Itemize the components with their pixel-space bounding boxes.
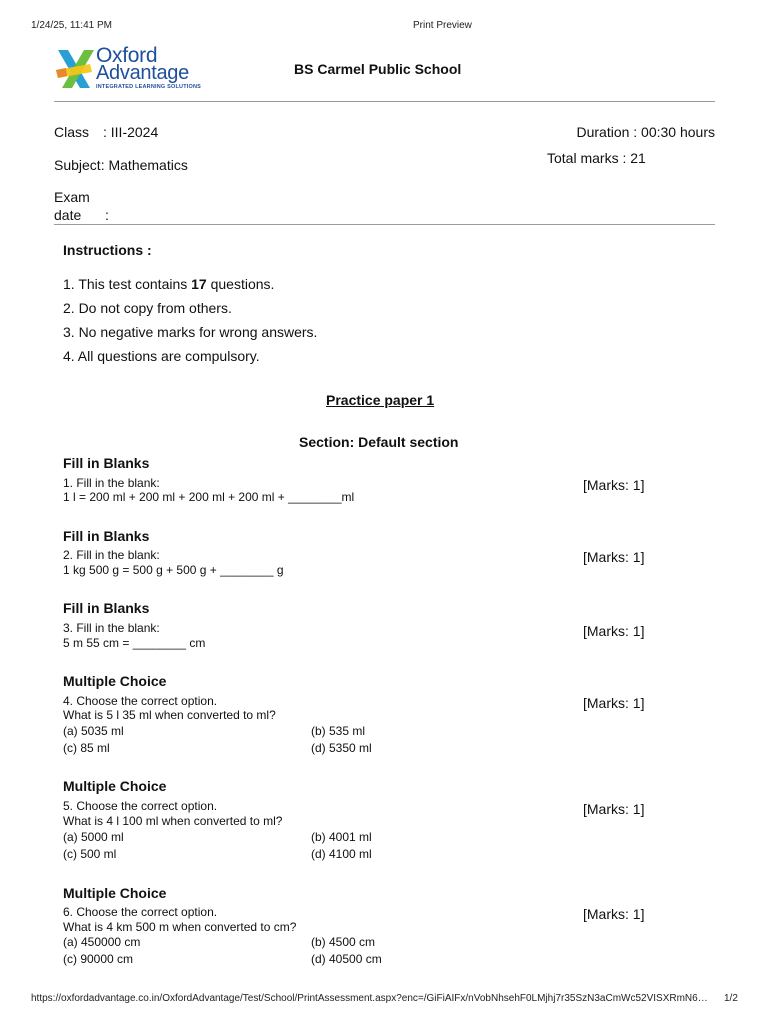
- logo-text-advantage: Advantage: [96, 62, 189, 84]
- question-type: Fill in Blanks: [63, 455, 150, 471]
- option-d: (d) 5350 ml: [311, 741, 372, 755]
- question-text: 1 l = 200 ml + 200 ml + 200 ml + 200 ml + ________ml: [63, 490, 355, 504]
- question-text: 5 m 55 cm = ________ cm: [63, 636, 206, 650]
- question-marks: [Marks: 1]: [583, 623, 645, 639]
- duration: Duration : 00:30 hours: [576, 124, 715, 140]
- question-marks: [Marks: 1]: [583, 906, 645, 922]
- question-text: What is 4 l 100 ml when converted to ml?: [63, 814, 283, 828]
- question-prompt: 4. Choose the correct option.: [63, 694, 218, 708]
- question-prompt: 1. Fill in the blank:: [63, 476, 160, 490]
- print-title: Print Preview: [413, 20, 472, 31]
- question-type: Multiple Choice: [63, 673, 167, 689]
- oxford-advantage-logo: [54, 44, 202, 92]
- question-prompt: 6. Choose the correct option.: [63, 905, 218, 919]
- exam-date-label-line1: Exam: [54, 189, 90, 205]
- question-type: Fill in Blanks: [63, 528, 150, 544]
- option-c: (c) 500 ml: [63, 847, 117, 861]
- option-c: (c) 85 ml: [63, 741, 110, 755]
- question-type: Multiple Choice: [63, 885, 167, 901]
- instruction-1-prefix: 1. This test contains: [63, 276, 192, 292]
- question-marks: [Marks: 1]: [583, 549, 645, 565]
- logo-mark-icon: [54, 46, 98, 92]
- question-count: 17: [191, 276, 207, 292]
- instruction-4: 4. All questions are compulsory.: [63, 348, 260, 364]
- question-prompt: 3. Fill in the blank:: [63, 621, 160, 635]
- option-b: (b) 535 ml: [311, 724, 366, 738]
- option-c: (c) 90000 cm: [63, 952, 134, 966]
- question-type: Multiple Choice: [63, 778, 167, 794]
- paper-title: Practice paper 1: [326, 392, 435, 408]
- print-datetime: 1/24/25, 11:41 PM: [31, 20, 112, 31]
- option-a: (a) 5000 ml: [63, 830, 124, 844]
- question-marks: [Marks: 1]: [583, 801, 645, 817]
- question-text: What is 4 km 500 m when converted to cm?: [63, 920, 297, 934]
- question-marks: [Marks: 1]: [583, 695, 645, 711]
- school-name: BS Carmel Public School: [294, 61, 462, 77]
- option-d: (d) 4100 ml: [311, 847, 372, 861]
- question-text: 1 kg 500 g = 500 g + 500 g + ________ g: [63, 563, 284, 577]
- class-value: : III-2024: [103, 124, 159, 140]
- exam-date-label-line2: date: [54, 207, 82, 223]
- logo-text-oxford: Oxford: [96, 44, 158, 67]
- option-b: (b) 4001 ml: [311, 830, 372, 844]
- instruction-3: 3. No negative marks for wrong answers.: [63, 324, 318, 340]
- question-prompt: 2. Fill in the blank:: [63, 548, 160, 562]
- print-url: https://oxfordadvantage.co.in/OxfordAdvantage/Test/School/PrintAssessment.aspx?enc=/GiFiAIFx/nVobNhsehF0LMjhj7r35SzN3aCmWc52VISXRmN6…: [31, 993, 708, 1004]
- question-prompt: 5. Choose the correct option.: [63, 799, 218, 813]
- question-type: Fill in Blanks: [63, 600, 150, 616]
- total-marks: Total marks : 21: [547, 150, 646, 166]
- exam-date-colon: :: [105, 207, 109, 223]
- logo-tagline: INTEGRATED LEARNING SOLUTIONS: [96, 84, 202, 90]
- instruction-2: 2. Do not copy from others.: [63, 300, 232, 316]
- section-title: Section: Default section: [299, 434, 459, 450]
- option-a: (a) 5035 ml: [63, 724, 124, 738]
- option-b: (b) 4500 cm: [311, 935, 376, 949]
- option-d: (d) 40500 cm: [311, 952, 382, 966]
- instructions-heading: Instructions :: [63, 242, 152, 258]
- meta-divider: [54, 224, 715, 225]
- page-number: 1/2: [724, 993, 738, 1004]
- header-divider: [54, 101, 715, 102]
- instruction-1: [63, 276, 274, 292]
- question-text: What is 5 l 35 ml when converted to ml?: [63, 708, 276, 722]
- question-marks: [Marks: 1]: [583, 477, 645, 493]
- instruction-1-suffix: questions.: [206, 276, 275, 292]
- option-a: (a) 450000 cm: [63, 935, 141, 949]
- class-label: Class: [54, 124, 90, 140]
- subject: Subject: Mathematics: [54, 157, 188, 173]
